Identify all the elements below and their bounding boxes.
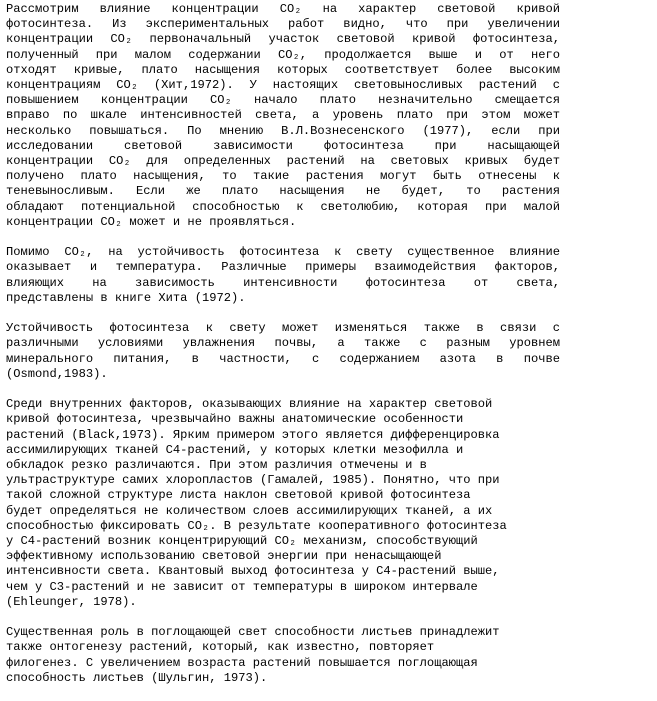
text-line: (Ehleunger, 1978). — [6, 594, 137, 609]
text-line: способностью фиксировать СО₂. В результате кооперативного фотосинтеза — [6, 518, 507, 533]
text-line: также онтогенезу растений, который, как известно, повторяет — [6, 640, 435, 655]
text-line: растений (Black,1973). Ярким примером этого является дифференцировка — [6, 427, 500, 442]
text-line: Устойчивость фотосинтеза к свету может изменяться также в связи с — [6, 321, 560, 336]
text-line: фотосинтеза. Из экспериментальных работ видно, что при увеличении — [6, 17, 560, 32]
text-line: кривой фотосинтеза, чрезвычайно важны анатомические особенности — [6, 412, 464, 427]
text-line: интенсивности света. Квантовый выход фотосинтеза у С4-растений выше, — [6, 564, 500, 579]
text-line: теневыносливым. Если же плато насыщения не будет, то растения — [6, 184, 560, 199]
text-line: будет определяться не количеством слоев ассимилирующих тканей, а их — [6, 503, 493, 518]
paragraph-soil-moisture — [6, 321, 560, 382]
paragraph-ontogenesis — [6, 625, 560, 686]
text-line: концентрации СО₂ может и не проявляться. — [6, 214, 297, 229]
text-line: концентрациям СО₂ (Хит,1972). У настоящих световыносливых растений с — [6, 78, 560, 93]
text-line: представлены в книге Хита (1972). — [6, 290, 246, 305]
text-line: различными условиями увлажнения почвы, а также с разным уровнем — [6, 336, 560, 351]
text-line: у С4-растений возник концентрирующий СО₂ механизм, способствующий — [6, 534, 478, 549]
document-body — [6, 2, 560, 701]
text-line: повышением концентрации СО₂ начало плато незначительно смещается — [6, 93, 560, 108]
paragraph-internal-factors — [6, 397, 560, 610]
text-line: концентрации СО₂ для определенных растений на световых кривых будет — [6, 154, 560, 169]
text-line: филогенез. С увеличением возраста растений повышается поглощающая — [6, 655, 478, 670]
text-line: несколько повышаться. По мнению В.Л.Вознесенского (1977), если при — [6, 123, 560, 138]
text-line: исследовании световой зависимости фотосинтеза при насыщающей — [6, 138, 560, 153]
text-line: Рассмотрим влияние концентрации СО₂ на характер световой кривой — [6, 2, 560, 16]
text-line: Среди внутренних факторов, оказывающих влияние на характер световой — [6, 397, 493, 412]
text-line: Существенная роль в поглощающей свет способности листьев принадлежит — [6, 625, 500, 640]
text-line: Помимо СО₂, на устойчивость фотосинтеза к свету существенное влияние — [6, 245, 560, 260]
text-line: эффективному использованию световой энергии при ненасыщающей — [6, 549, 442, 564]
text-line: минерального питания, в частности, с содержанием азота в почве — [6, 351, 560, 366]
text-line: получено плато насыщения, то такие растения могут быть отнесены к — [6, 169, 560, 184]
text-line: (Osmond,1983). — [6, 366, 108, 381]
text-line: оказывает и температура. Различные примеры взаимодействия факторов, — [6, 260, 560, 275]
text-line: отходят кривые, плато насыщения которых соответствует более высоким — [6, 62, 560, 77]
text-line: концентрации СО₂ первоначальный участок световой кривой фотосинтеза, — [6, 32, 560, 47]
text-line: чем у С3-растений и не зависит от температуры в широком интервале — [6, 579, 478, 594]
text-line: ультраструктуре самих хлоропластов (Гамалей, 1985). Понятно, что при — [6, 473, 500, 488]
text-line: влияющих на зависимость интенсивности фотосинтеза от света, — [6, 275, 560, 290]
text-line: вправо по шкале интенсивностей света, а уровень плато при этом может — [6, 108, 560, 123]
paragraph-co2-influence — [6, 2, 560, 230]
text-line: обладают потенциальной способностью к светолюбию, которая при малой — [6, 199, 560, 214]
text-line: способность листьев (Шульгин, 1973). — [6, 670, 268, 685]
text-line: полученный при малом содержании СО₂, продолжается выше и от него — [6, 47, 560, 62]
paragraph-temperature — [6, 245, 560, 306]
text-line: ассимилирующих тканей С4-растений, у которых клетки мезофилла и — [6, 442, 464, 457]
text-line: обкладок резко различаются. При этом различия отмечены и в — [6, 458, 427, 473]
text-line: такой сложной структуре листа наклон световой кривой фотосинтеза — [6, 488, 471, 503]
